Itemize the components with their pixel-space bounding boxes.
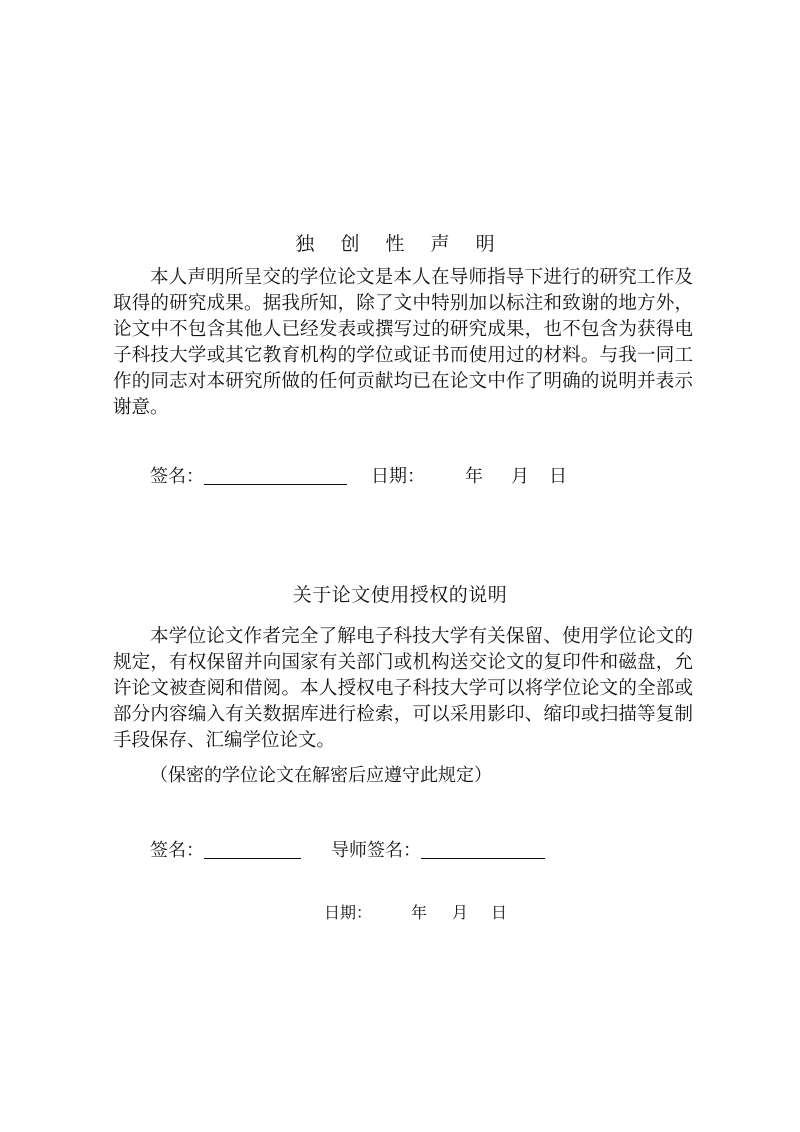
authorization-day-wrap	[491, 900, 507, 923]
author-signature-line	[150, 836, 301, 862]
declaration-signature-line	[150, 462, 347, 488]
declaration-title: 独 创 性 声 明	[295, 233, 505, 255]
authorization-month-wrap	[452, 900, 468, 923]
declaration-month-wrap	[511, 462, 529, 488]
declaration-body: 本人声明所呈交的学位论文是本人在导师指导下进行的研究工作及取得的研究成果。据我所知，除了文中特别加以标注和致谢的地方外，论文中不包含其他人已经发表或撰写过的研究成果，也不包含为获得电子科技大学或其它教育机构的学位或证书而使用过的材料。与我一同工作的同志对本研究所做的任何贡献均已在论文中作了明确的说明并表示谢意。	[113, 267, 693, 418]
author-signature-label: 签名：	[150, 840, 204, 861]
declaration-month-label: 月	[511, 466, 529, 487]
authorization-month-label: 月	[452, 903, 469, 922]
authorization-date-label: 日期：	[324, 903, 373, 922]
declaration-year-label: 年	[465, 466, 483, 487]
declaration-signature-label: 签名：	[150, 466, 204, 487]
authorization-year-label: 年	[411, 903, 428, 922]
advisor-signature-label: 导师签名：	[331, 840, 421, 861]
declaration-date-label: 日期：	[371, 466, 425, 487]
authorization-body: 本学位论文作者完全了解电子科技大学有关保留、使用学位论文的规定，有权保留并向国家有关部门或机构送交论文的复印件和磁盘，允许论文被查阅和借阅。本人授权电子科技大学可以将学位论文的全部或部分内容编入有关数据库进行检索，可以采用影印、缩印或扫描等复制手段保存、汇编学位论文。	[113, 626, 693, 751]
declaration-signature-blank	[204, 466, 347, 485]
confidentiality-note: （保密的学位论文在解密后应遵守此规定）	[150, 765, 492, 786]
declaration-day-wrap	[549, 462, 567, 488]
author-signature-blank	[204, 840, 301, 859]
declaration-date-line	[371, 462, 425, 488]
authorization-title: 关于论文使用授权的说明	[292, 584, 508, 606]
authorization-date-line	[324, 900, 372, 923]
authorization-day-label: 日	[491, 903, 508, 922]
declaration-day-label: 日	[549, 466, 567, 487]
advisor-signature-blank	[421, 840, 545, 859]
declaration-year-wrap	[465, 462, 483, 488]
authorization-year-wrap	[411, 900, 427, 923]
advisor-signature-line	[331, 836, 545, 862]
